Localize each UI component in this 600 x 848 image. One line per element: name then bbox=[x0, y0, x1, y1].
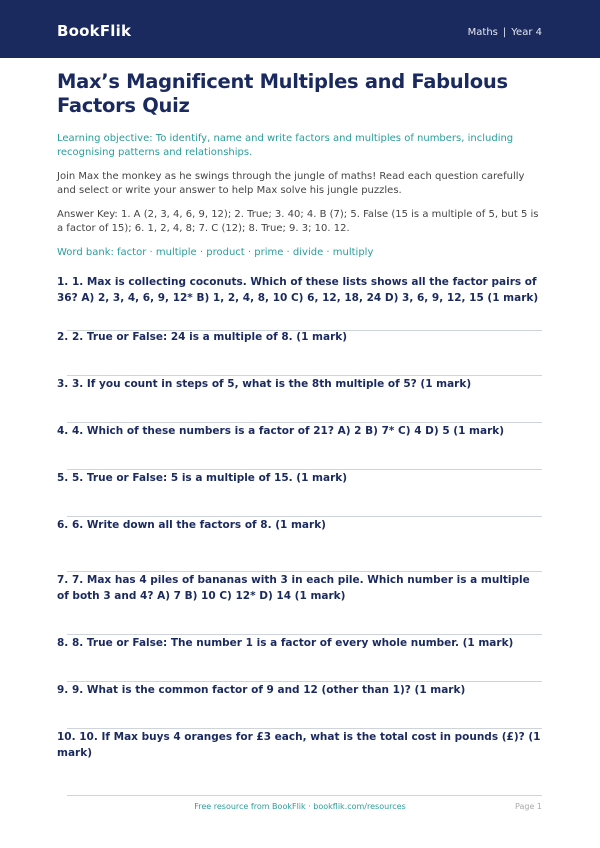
question-list bbox=[57, 274, 542, 796]
question-item bbox=[57, 635, 542, 682]
page-number: Page 1 bbox=[515, 802, 542, 811]
question-text: 8. 8. True or False: The number 1 is a factor of every whole number. (1 mark) bbox=[57, 637, 514, 649]
question-text: 6. 6. Write down all the factors of 8. (1 mark) bbox=[57, 519, 326, 531]
subject-label: Maths bbox=[467, 27, 498, 38]
worksheet-content bbox=[0, 70, 600, 796]
question-item bbox=[57, 423, 542, 470]
question-item bbox=[57, 470, 542, 517]
answer-line[interactable] bbox=[67, 795, 542, 796]
intro-text: Join Max the monkey as he swings through the jungle of maths! Read each question carefully and select or write your answer to help Max solve his jungle puzzles. bbox=[57, 171, 525, 196]
question-item bbox=[57, 517, 542, 572]
subject-meta bbox=[468, 27, 542, 38]
question-item bbox=[57, 376, 542, 423]
question-text: 9. 9. What is the common factor of 9 and 12 (other than 1)? (1 mark) bbox=[57, 684, 466, 696]
brand-logo[interactable]: BookFlik bbox=[57, 22, 132, 40]
question-text: 10. 10. If Max buys 4 oranges for £3 each, what is the total cost in pounds (£)? (1 mark) bbox=[57, 731, 541, 759]
question-text: 4. 4. Which of these numbers is a factor of 21? A) 2 B) 7* C) 4 D) 5 (1 mark) bbox=[57, 425, 505, 437]
question-text: 3. 3. If you count in steps of 5, what is the 8th multiple of 5? (1 mark) bbox=[57, 378, 472, 390]
page-header bbox=[0, 0, 600, 58]
learning-objective: Learning objective: To identify, name and write factors and multiples of numbers, including recognising patterns and relationships. bbox=[57, 133, 514, 158]
year-label: Year 4 bbox=[511, 27, 542, 38]
question-item bbox=[57, 682, 542, 729]
footer-credit[interactable]: Free resource from BookFlik · bookflik.com/resources bbox=[194, 802, 406, 811]
word-bank: Word bank: factor · multiple · product · prime · divide · multiply bbox=[57, 247, 374, 258]
answer-key: Answer Key: 1. A (2, 3, 4, 6, 9, 12); 2. True; 3. 40; 4. B (7); 5. False (15 is a multiple of 5, but 5 is a factor of 15); 6. 1, 2, 4, 8; 7. C (12); 8. True; 9. 3; 10. 12. bbox=[57, 209, 539, 234]
question-item bbox=[57, 274, 542, 331]
question-item bbox=[57, 729, 542, 796]
question-text: 5. 5. True or False: 5 is a multiple of 15. (1 mark) bbox=[57, 472, 348, 484]
question-text: 7. 7. Max has 4 piles of bananas with 3 in each pile. Which number is a multiple of both 3 and 4? A) 7 B) 10 C) 12* D) 14 (1 mark) bbox=[57, 574, 530, 602]
page-title: Max’s Magnificent Multiples and Fabulous Factors Quiz bbox=[57, 70, 508, 117]
question-item bbox=[57, 329, 542, 376]
question-text: 2. 2. True or False: 24 is a multiple of 8. (1 mark) bbox=[57, 331, 348, 343]
meta-separator: | bbox=[502, 27, 507, 38]
question-text: 1. 1. Max is collecting coconuts. Which of these lists shows all the factor pairs of 36? A) 2, 3, 4, 6, 9, 12* B) 1, 2, 4, 8, 10 C) 6, 12, 18, 24 D) 3, 6, 9, 12, 15 (1 mark) bbox=[57, 276, 539, 304]
question-item bbox=[57, 572, 542, 635]
